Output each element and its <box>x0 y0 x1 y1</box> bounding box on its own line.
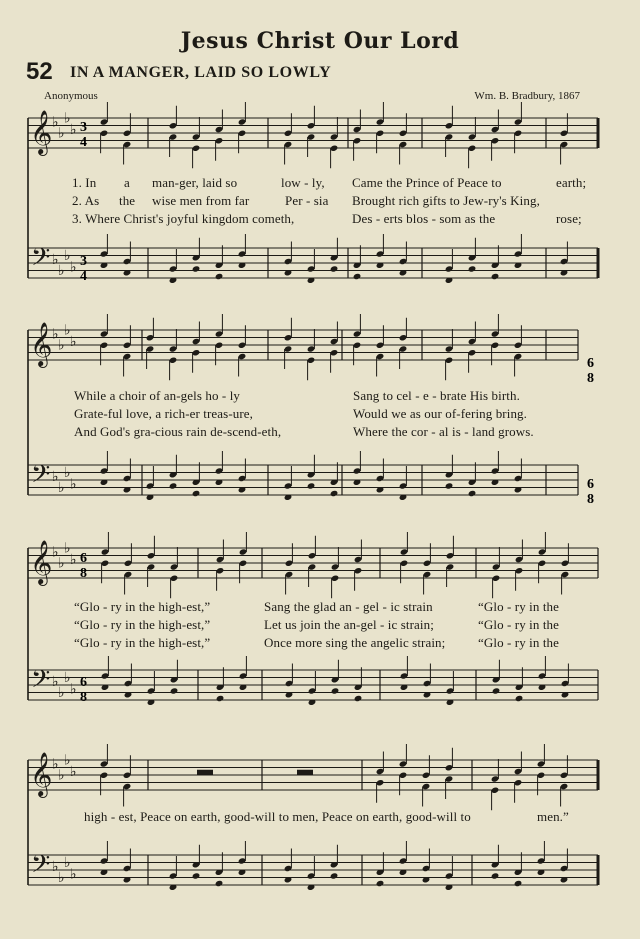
lyric-s3-v3-b: Once more sing the angelic strain; <box>264 635 446 650</box>
whole-rest-icon <box>197 770 213 775</box>
lyric-s2-v3-a: And God's gra-cious rain de-scend-eth, <box>74 424 282 439</box>
lyric-s1-v1-w3: man-ger, laid so <box>152 175 238 190</box>
treble-clef-icon: 𝄞 <box>30 110 53 154</box>
note-head <box>376 880 385 887</box>
bass-clef-icon: 𝄢 <box>31 243 51 278</box>
flat-icon: ♭ <box>58 480 65 496</box>
flat-icon: ♭ <box>70 763 77 780</box>
time-sig-change-bass-top: 6 <box>587 477 594 492</box>
lyric-s2-v2-b: Would we as our of-fering bring. <box>353 406 527 421</box>
flat-icon: ♭ <box>70 259 77 276</box>
lyric-s2-v1-a: While a choir of an-gels ho - ly <box>74 388 241 403</box>
lyric-s1-v2-w2: the <box>119 193 136 208</box>
time-sig-s3-bass-bottom: 8 <box>80 690 87 705</box>
note-head <box>216 695 225 702</box>
lyric-s1-v1-w4: low - ly, <box>281 175 325 190</box>
lyric-s2-v3-b: Where the cor - al is - land grows. <box>353 424 534 439</box>
lyric-s3-v2-a: “Glo - ry in the high-est,” <box>74 617 211 632</box>
time-sig-bass-top: 3 <box>80 254 87 269</box>
flat-icon: ♭ <box>70 551 77 568</box>
lyric-s1-v1-w6: earth; <box>556 175 587 190</box>
bass-clef-icon: 𝄢 <box>31 460 51 495</box>
lyric-s1-v2-w3: wise men from far <box>152 193 250 208</box>
flat-icon: ♭ <box>58 263 65 279</box>
note-head <box>468 265 477 272</box>
flat-icon: ♭ <box>64 855 71 871</box>
lyric-s3-v1-b: Sang the glad an - gel - ic strain <box>264 599 433 614</box>
flat-icon: ♭ <box>64 322 71 339</box>
lyric-s3-v1-a: “Glo - ry in the high-est,” <box>74 599 211 614</box>
note-head <box>492 687 501 694</box>
lyric-s1-v3-w6: rose; <box>556 211 582 226</box>
section-title: Jesus Christ Our Lord <box>180 28 460 54</box>
lyric-s1-v2-w5: Brought rich gifts to Jew-ry's King, <box>352 193 540 208</box>
time-sig-change-bass-bottom: 8 <box>587 492 594 507</box>
note-head <box>215 880 224 887</box>
flat-icon: ♭ <box>64 248 71 264</box>
clefs <box>30 110 52 885</box>
lyric-s4-v1-a: high - est, Peace on earth, good-will to men, Peace on earth, good-will to <box>84 809 471 824</box>
note-head <box>468 490 477 497</box>
note-head <box>215 273 224 280</box>
treble-clef-icon: 𝄞 <box>30 322 53 366</box>
note-head <box>514 880 523 887</box>
flat-icon: ♭ <box>52 326 59 343</box>
words-credit: Anonymous <box>44 90 98 102</box>
flat-icon: ♭ <box>58 767 65 784</box>
note-head <box>330 490 339 497</box>
flat-icon: ♭ <box>52 544 59 561</box>
time-sig-treble-top: 3 <box>80 120 87 135</box>
lyric-s1-v3-w5: Des - erts blos - som as the <box>352 211 496 226</box>
flat-icon: ♭ <box>70 121 77 138</box>
note-head <box>331 687 340 694</box>
flat-icon: ♭ <box>58 685 65 701</box>
note-head <box>307 482 316 489</box>
hymn-number: 52 <box>26 58 53 85</box>
lyric-s1-v2-w4: Per - sia <box>285 193 329 208</box>
time-sig-s3-treble-top: 6 <box>80 551 87 566</box>
note-head <box>445 482 454 489</box>
note-head <box>192 872 201 879</box>
lyric-s1-v1-w5: Came the Prince of Peace to <box>352 175 502 190</box>
flat-icon: ♭ <box>52 858 59 875</box>
bass-clef-icon: 𝄢 <box>31 665 51 700</box>
flat-icon: ♭ <box>52 468 59 485</box>
time-sig-bass-bottom: 4 <box>80 269 87 284</box>
note-head <box>353 273 362 280</box>
note-head <box>170 687 179 694</box>
hymn-title: IN A MANGER, LAID SO LOWLY <box>70 64 332 81</box>
flat-icon: ♭ <box>64 110 71 127</box>
time-sig-s3-bass-top: 6 <box>80 675 87 690</box>
note-head <box>491 872 500 879</box>
flat-icon: ♭ <box>58 870 65 886</box>
time-sig-change-treble-bottom: 8 <box>587 371 594 386</box>
flat-icon: ♭ <box>70 476 77 493</box>
flat-icon: ♭ <box>70 333 77 350</box>
lyric-s2-v2-a: Grate-ful love, a rich-er treas-ure, <box>74 406 253 421</box>
flat-icon: ♭ <box>52 114 59 131</box>
note-head <box>330 265 339 272</box>
flat-icon: ♭ <box>52 251 59 268</box>
flat-icon: ♭ <box>70 866 77 883</box>
lyric-s3-v1-c: “Glo - ry in the <box>478 599 560 614</box>
flat-icon: ♭ <box>64 540 71 557</box>
note-head <box>491 273 500 280</box>
flat-icon: ♭ <box>64 465 71 481</box>
flat-icon: ♭ <box>58 555 65 572</box>
flat-icon: ♭ <box>70 681 77 698</box>
note-head <box>354 695 363 702</box>
note-head <box>515 695 524 702</box>
treble-clef-icon: 𝄞 <box>30 752 53 796</box>
flat-icon: ♭ <box>52 756 59 773</box>
flat-icon: ♭ <box>52 673 59 690</box>
note-head <box>192 490 201 497</box>
lyric-s3-v3-a: “Glo - ry in the high-est,” <box>74 635 211 650</box>
flat-icon: ♭ <box>64 752 71 769</box>
note-head <box>192 265 201 272</box>
lyric-s3-v2-b: Let us join the an-gel - ic strain; <box>264 617 434 632</box>
time-sig-change-treble-top: 6 <box>587 356 594 371</box>
lyric-s1-v1-w2: a <box>124 175 130 190</box>
note-head <box>330 872 339 879</box>
treble-clef-icon: 𝄞 <box>30 540 53 584</box>
music-credit: Wm. B. Bradbury, 1867 <box>474 90 580 102</box>
whole-rest-icon <box>297 770 313 775</box>
lyric-s4-v1-b: men.” <box>537 809 569 824</box>
time-sig-treble-bottom: 4 <box>80 135 87 150</box>
lyric-s3-v2-c: “Glo - ry in the <box>478 617 560 632</box>
lyric-s1-v3-w1: 3. Where Christ's joyful kingdom cometh, <box>72 211 295 226</box>
note-head <box>169 482 178 489</box>
lyric-s1-v1-w1: 1. In <box>72 175 97 190</box>
lyric-s3-v3-c: “Glo - ry in the <box>478 635 560 650</box>
lyric-s1-v2-w1: 2. As <box>72 193 100 208</box>
flat-icon: ♭ <box>64 670 71 686</box>
lyric-s2-v1-b: Sang to cel - e - brate His birth. <box>353 388 520 403</box>
flat-icon: ♭ <box>58 337 65 354</box>
time-sig-s3-treble-bottom: 8 <box>80 566 87 581</box>
flat-icon: ♭ <box>58 125 65 142</box>
bass-clef-icon: 𝄢 <box>31 850 51 885</box>
